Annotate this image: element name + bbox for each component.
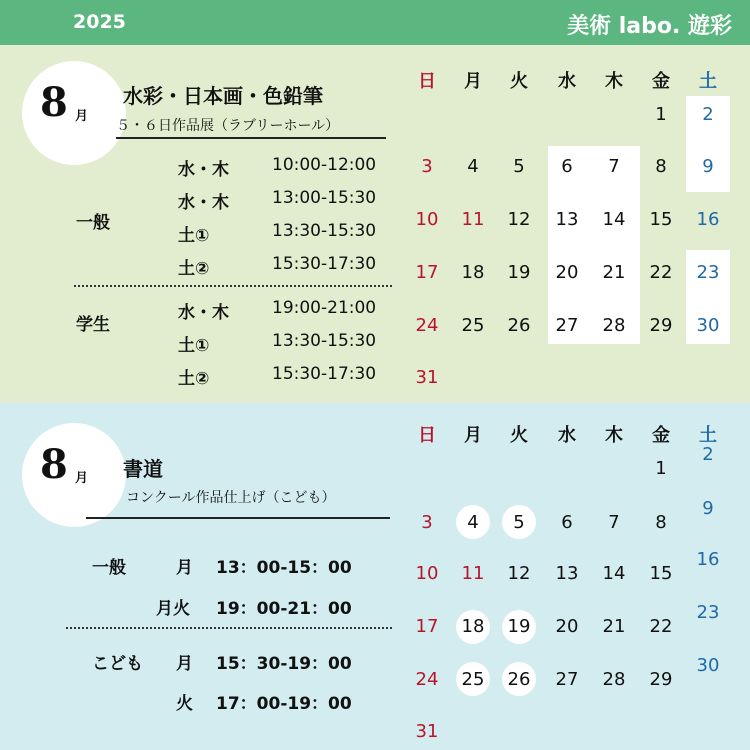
schedule-time: 15:30-17:30	[272, 254, 377, 274]
calendar-day: 1	[655, 458, 667, 479]
calendar-day: 19	[507, 262, 531, 283]
calendar-day: 20	[555, 616, 579, 637]
schedule-day: 水・木	[178, 160, 229, 180]
group-label: 一般	[92, 558, 126, 578]
calendar-day: 30	[696, 655, 720, 676]
weekday-header: 土	[699, 71, 717, 92]
calendar-day: 20	[555, 262, 579, 283]
calendar-day: 30	[696, 315, 720, 336]
schedule-day: 水・木	[178, 303, 229, 323]
calendar-day: 24	[415, 315, 439, 336]
watercolor-panel	[0, 45, 750, 403]
month-number: 8	[40, 79, 68, 126]
calendar-day: 4	[467, 512, 479, 533]
calendar-day: 29	[649, 315, 673, 336]
weekday-header: 火	[510, 425, 528, 446]
calendar-day: 29	[649, 669, 673, 690]
calendar-day: 28	[602, 669, 626, 690]
calendar-day: 5	[513, 156, 525, 177]
schedule-day: 土②	[178, 259, 210, 279]
header-bar	[0, 0, 750, 45]
section-divider	[66, 627, 392, 629]
calendar-day: 11	[461, 563, 485, 584]
calendar-day: 24	[415, 669, 439, 690]
calendar-day: 27	[555, 315, 579, 336]
calendar-day: 12	[507, 563, 531, 584]
calendar-day: 11	[461, 209, 485, 230]
calligraphy-panel	[0, 403, 750, 750]
calendar-day: 2	[702, 444, 714, 465]
month-badge	[22, 61, 126, 165]
month-kanji: 月	[75, 471, 89, 486]
calendar-day: 9	[702, 156, 714, 177]
calendar-day: 14	[602, 563, 626, 584]
calendar-day: 21	[602, 616, 626, 637]
month-number: 8	[40, 441, 68, 488]
calendar-day: 21	[602, 262, 626, 283]
calendar-day: 6	[561, 512, 573, 533]
calendar-day: 9	[702, 498, 714, 519]
schedule-time: 13:30-15:30	[272, 221, 377, 241]
title-underline	[86, 517, 390, 519]
calendar-day: 10	[415, 563, 439, 584]
schedule-day: 土①	[178, 226, 210, 246]
calendar-day: 13	[555, 563, 579, 584]
calendar-day: 17	[415, 262, 439, 283]
schedule-time: 10:00-12:00	[272, 155, 377, 175]
calendar-day: 13	[555, 209, 579, 230]
calendar-day: 25	[461, 669, 485, 690]
weekday-header: 木	[605, 71, 623, 92]
calendar-day: 10	[415, 209, 439, 230]
calendar-day: 7	[608, 512, 620, 533]
schedule-day: 土①	[178, 336, 210, 356]
weekday-header: 月	[464, 425, 482, 446]
calendar-day: 16	[696, 209, 720, 230]
schedule-time: 13:30-15:30	[272, 331, 377, 351]
calendar-day: 12	[507, 209, 531, 230]
year-label: 2025	[73, 11, 126, 33]
schedule-time: 19：00-21：00	[216, 599, 352, 619]
schedule-day: 月	[176, 654, 193, 674]
calendar-day: 22	[649, 262, 673, 283]
group-label-general: 一般	[76, 213, 110, 233]
calendar-day: 23	[696, 602, 720, 623]
calendar-day: 15	[649, 209, 673, 230]
schedule-day: 土②	[178, 369, 210, 389]
weekday-header: 木	[605, 425, 623, 446]
class-subtitle: コンクール作品仕上げ（こども）	[126, 490, 336, 506]
calendar-day: 15	[649, 563, 673, 584]
calendar-day: 16	[696, 549, 720, 570]
schedule-day: 水・木	[178, 193, 229, 213]
weekday-header: 水	[558, 425, 576, 446]
calendar-day: 2	[702, 104, 714, 125]
calendar-day: 5	[513, 512, 525, 533]
calendar-day: 26	[507, 315, 531, 336]
group-label-student: 学生	[76, 315, 110, 335]
calendar-day: 7	[608, 156, 620, 177]
schedule-time: 15：30-19：00	[216, 654, 352, 674]
schedule-time: 13:00-15:30	[272, 188, 377, 208]
class-title: 書道	[123, 457, 163, 481]
calendar-day: 6	[561, 156, 573, 177]
title-underline	[116, 137, 386, 139]
month-kanji: 月	[75, 109, 89, 124]
weekday-header: 日	[418, 425, 436, 446]
calendar-day: 4	[467, 156, 479, 177]
class-title: 水彩・日本画・色鉛筆	[123, 84, 323, 108]
calendar-day: 27	[555, 669, 579, 690]
schedule-day: 月	[176, 558, 193, 578]
schedule-time: 17：00-19：00	[216, 694, 352, 714]
group-label: こども	[92, 654, 143, 674]
weekday-header: 日	[418, 71, 436, 92]
calendar-day: 23	[696, 262, 720, 283]
calendar-day: 19	[507, 616, 531, 637]
weekday-header: 水	[558, 71, 576, 92]
schedule-day: 月火	[156, 599, 190, 619]
schedule-time: 13：00-15：00	[216, 558, 352, 578]
schedule-time: 19:00-21:00	[272, 298, 377, 318]
section-divider	[74, 285, 392, 287]
calendar-day: 18	[461, 262, 485, 283]
calendar-day: 8	[655, 156, 667, 177]
calendar-day: 3	[421, 512, 433, 533]
calendar-day: 28	[602, 315, 626, 336]
schedule-time: 15:30-17:30	[272, 364, 377, 384]
calendar-day: 3	[421, 156, 433, 177]
calendar-day: 22	[649, 616, 673, 637]
weekday-header: 金	[652, 425, 670, 446]
month-badge	[22, 423, 126, 527]
calendar-day: 14	[602, 209, 626, 230]
calendar-day: 17	[415, 616, 439, 637]
calendar-day: 1	[655, 104, 667, 125]
calendar-day: 25	[461, 315, 485, 336]
calendar-day: 26	[507, 669, 531, 690]
weekday-header: 土	[699, 425, 717, 446]
weekday-header: 火	[510, 71, 528, 92]
calendar-day: 31	[415, 721, 439, 742]
calendar-day: 18	[461, 616, 485, 637]
schedule-day: 火	[176, 694, 193, 714]
brand-title: 美術 labo. 遊彩	[567, 14, 732, 39]
weekday-header: 金	[652, 71, 670, 92]
weekday-header: 月	[464, 71, 482, 92]
calendar-day: 8	[655, 512, 667, 533]
calendar-day: 31	[415, 367, 439, 388]
class-subtitle: ５・６日作品展（ラブリーホール）	[116, 118, 340, 134]
